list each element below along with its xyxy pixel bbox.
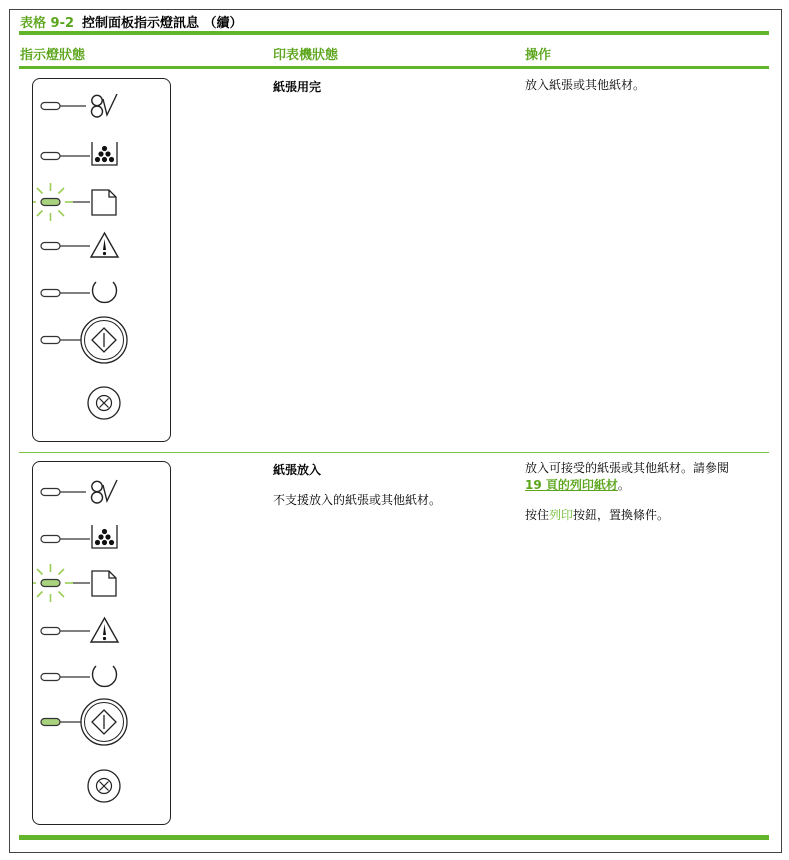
attention-led (41, 628, 60, 635)
row2-action-link-end: 。 (617, 478, 630, 492)
table-number: 表格 9-2 (20, 16, 75, 31)
toner-icon (92, 525, 117, 548)
table-title-text: 控制面板指示燈訊息 （續） (82, 16, 243, 31)
go-led-row (41, 317, 127, 363)
paper-led-row (33, 564, 116, 602)
jam-icon (92, 94, 118, 117)
toner-icon (92, 142, 117, 165)
row1-printer-state-title: 紙張用完 (273, 80, 322, 94)
toner-led (41, 153, 60, 160)
paper-icon (92, 190, 116, 215)
ready-led-row (41, 666, 117, 686)
jam-led (41, 489, 60, 496)
bottom-rule (19, 835, 769, 840)
row2-printer-state-desc: 不支援放入的紙張或其他紙材。 (273, 493, 442, 507)
row1-action (525, 77, 645, 94)
jam-led-row (41, 480, 117, 503)
top-rule (19, 31, 769, 35)
control-panel-illustration (32, 78, 171, 442)
row2-action-line2 (525, 507, 729, 524)
attention-icon (91, 618, 118, 642)
header-rule (19, 66, 769, 69)
toner-led-row (41, 142, 117, 165)
jam-led-row (41, 94, 117, 117)
attention-led (41, 243, 60, 250)
go-led (41, 337, 60, 344)
row2-action (525, 460, 729, 524)
column-header-indicator: 指示燈狀態 (20, 48, 86, 63)
cancel-button-icon (88, 770, 120, 802)
go-led-lit (41, 719, 60, 726)
toner-led (41, 536, 60, 543)
row2-action-line2-post: 按鈕，置換條件。 (573, 508, 670, 522)
row1-action-text: 放入紙張或其他紙材。 (525, 78, 646, 92)
column-header-printer-state: 印表機狀態 (273, 48, 339, 63)
go-button-icon (81, 699, 127, 745)
page-reference-link[interactable]: 19 頁的列印紙材 (525, 478, 618, 492)
paper-led-row (33, 183, 116, 221)
jam-led (41, 103, 60, 110)
row2-action-line1: 放入可接受的紙張或其他紙材。請參閱 (525, 461, 730, 475)
table-title (20, 12, 243, 31)
row2-action-line1b (525, 477, 729, 494)
go-button-icon (81, 317, 127, 363)
row2-printer-state-title: 紙張放入 (273, 463, 322, 477)
ready-icon (93, 666, 117, 686)
paper-icon (92, 571, 116, 596)
jam-icon (92, 480, 118, 503)
control-panel-illustration-2 (32, 461, 171, 825)
attention-icon (91, 233, 118, 257)
ready-icon (93, 282, 117, 302)
ready-led-row (41, 282, 117, 302)
ready-led (41, 290, 60, 297)
ready-led (41, 674, 60, 681)
attention-led-row (41, 618, 118, 642)
row2-action-line2-pre: 按住 (525, 508, 550, 522)
paper-led-lit (41, 580, 60, 587)
column-header-action: 操作 (525, 48, 552, 63)
toner-led-row (41, 525, 117, 548)
paper-led-lit (41, 199, 60, 206)
attention-led-row (41, 233, 118, 257)
print-button-label: 列印 (549, 508, 574, 522)
cancel-button-icon (88, 387, 120, 419)
go-led-row (41, 699, 127, 745)
row-separator (19, 452, 769, 453)
